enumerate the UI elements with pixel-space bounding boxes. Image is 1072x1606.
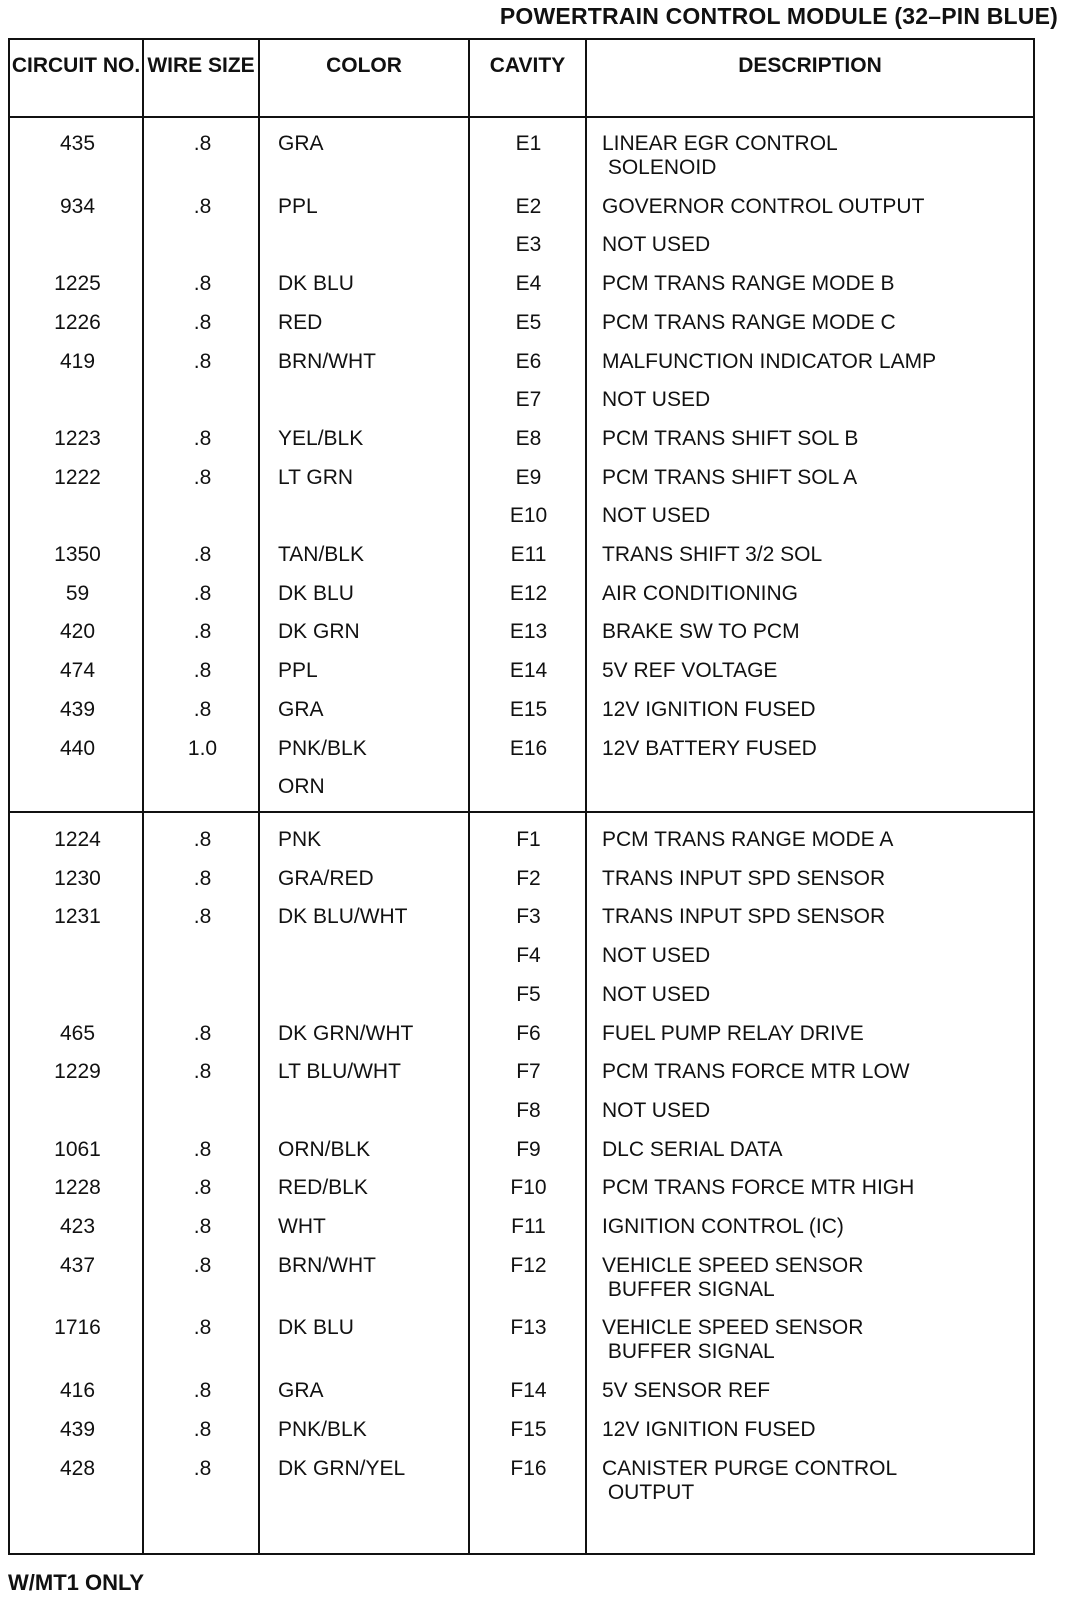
wire-size-cell: .8 [193,1417,212,1441]
circuit-cell: 435 [59,132,96,155]
wire-size-cell: .8 [193,465,212,489]
wire-size-cell: .8 [193,1021,212,1045]
color-cell: GRA [278,697,324,721]
color-cell: ORN [278,775,325,799]
description-cell: 12V IGNITION FUSED [602,1417,816,1441]
wire-size-cell: .8 [193,1253,212,1277]
wire-size-cell: .8 [193,1379,212,1403]
wire-size-cell: .8 [193,620,212,644]
cavity-cell: E10 [509,504,548,528]
description-cell: VEHICLE SPEED SENSOR BUFFER SIGNAL [602,1253,864,1301]
description-cell: IGNITION CONTROL (IC) [602,1215,844,1238]
cavity-cell: F7 [516,1060,541,1084]
circuit-cell: 1061 [54,1137,101,1161]
description-cell: 5V REF VOLTAGE [602,659,778,683]
circuit-cell: 1225 [54,272,101,296]
color-cell: WHT [278,1215,326,1238]
circuit-cell: 59 [65,581,90,605]
description-cell: NOT USED [602,233,711,257]
description-cell: VEHICLE SPEED SENSOR BUFFER SIGNAL [602,1316,864,1364]
color-cell: BRN/WHT [278,349,376,373]
wire-size-cell: .8 [193,659,212,683]
description-cell: PCM TRANS RANGE MODE C [602,310,896,334]
cavity-cell: F8 [516,1098,541,1122]
pinout-table [8,38,1035,1555]
header-cavity: CAVITY [489,54,566,77]
description-cell: PCM TRANS SHIFT SOL B [602,426,859,450]
cavity-cell: F13 [510,1316,547,1340]
header-divider [10,116,1033,118]
section-divider [10,811,1033,813]
wire-size-cell: .8 [193,905,212,929]
circuit-cell: 416 [59,1379,96,1403]
description-cell: TRANS INPUT SPD SENSOR [602,866,886,890]
circuit-cell: 1229 [54,1060,101,1084]
cavity-cell: F9 [516,1137,541,1161]
wire-size-cell: .8 [193,272,212,296]
cavity-cell: E4 [515,272,542,296]
cavity-cell: E9 [515,465,542,489]
wire-size-cell: .8 [193,543,212,566]
color-cell: DK BLU [278,581,354,605]
wire-size-cell: .8 [193,1215,212,1238]
wire-size-cell: .8 [193,349,212,373]
description-cell: PCM TRANS RANGE MODE A [602,828,894,851]
description-cell: AIR CONDITIONING [602,581,799,605]
color-cell: DK BLU [278,272,354,296]
description-cell: GOVERNOR CONTROL OUTPUT [602,194,925,218]
cavity-cell: E8 [515,426,542,450]
color-cell: DK BLU/WHT [278,905,408,929]
description-cell: LINEAR EGR CONTROL SOLENOID [602,132,838,179]
color-cell: TAN/BLK [278,543,364,566]
circuit-cell: 439 [59,697,96,721]
circuit-cell: 440 [59,736,96,760]
color-cell: GRA/RED [278,866,374,890]
description-cell: PCM TRANS RANGE MODE B [602,272,895,296]
cavity-cell: F3 [516,905,541,929]
header-description: DESCRIPTION [738,54,882,77]
cavity-cell: E16 [509,736,548,760]
color-cell: DK GRN/WHT [278,1021,414,1045]
cavity-cell: F12 [510,1253,547,1277]
cavity-cell: F5 [516,982,541,1006]
wire-size-cell: .8 [193,581,212,605]
description-cell: NOT USED [602,1098,711,1122]
color-cell: DK GRN/YEL [278,1456,406,1480]
cavity-cell: F6 [516,1021,541,1045]
description-cell: 5V SENSOR REF [602,1379,771,1403]
description-cell: PCM TRANS SHIFT SOL A [602,465,858,489]
footnote: W/MT1 ONLY [8,1570,145,1595]
description-cell: PCM TRANS FORCE MTR HIGH [602,1176,915,1200]
header-wire-size: WIRE SIZE [147,54,255,77]
color-cell: PNK/BLK [278,1417,367,1441]
cavity-cell: E5 [515,310,542,334]
cavity-cell: F15 [510,1417,547,1441]
cavity-cell: F11 [511,1215,546,1238]
circuit-cell: 420 [59,620,96,644]
circuit-cell: 1223 [54,426,101,450]
circuit-cell: 437 [59,1253,96,1277]
description-cell: 12V IGNITION FUSED [602,697,816,721]
cavity-cell: E1 [515,132,542,155]
description-cell: NOT USED [602,944,711,968]
circuit-cell: 465 [59,1021,96,1045]
cavity-cell: E14 [509,659,548,683]
wire-size-cell: .8 [193,828,212,851]
circuit-cell: 1230 [54,866,101,890]
cavity-cell: F16 [510,1456,547,1480]
wire-size-cell: .8 [193,1060,212,1084]
description-cell: TRANS INPUT SPD SENSOR [602,905,886,929]
cavity-cell: E3 [515,233,542,257]
circuit-cell: 439 [59,1417,96,1441]
color-cell: BRN/WHT [278,1253,376,1277]
wire-size-cell: .8 [193,1176,212,1200]
color-cell: PPL [278,659,318,683]
color-cell: PNK/BLK [278,736,367,760]
circuit-cell: 419 [59,349,96,373]
circuit-cell: 1716 [54,1316,101,1340]
cavity-cell: F10 [510,1176,547,1200]
cavity-cell: E7 [515,388,542,412]
description-cell: DLC SERIAL DATA [602,1137,783,1161]
circuit-cell: 474 [59,659,96,683]
cavity-cell: F4 [516,944,541,968]
color-cell: PNK [278,828,322,851]
header-color: COLOR [326,54,402,77]
description-cell: NOT USED [602,388,711,412]
description-cell: CANISTER PURGE CONTROL OUTPUT [602,1456,898,1504]
cavity-cell: E13 [509,620,548,644]
color-cell: DK BLU [278,1316,354,1340]
description-cell: PCM TRANS FORCE MTR LOW [602,1060,910,1084]
wire-size-cell: .8 [193,1137,212,1161]
cavity-cell: E2 [515,194,542,218]
description-cell: NOT USED [602,504,711,528]
color-cell: YEL/BLK [278,426,364,450]
circuit-cell: 1222 [54,465,101,489]
circuit-cell: 1231 [54,905,101,929]
wire-size-cell: .8 [193,426,212,450]
description-cell: FUEL PUMP RELAY DRIVE [602,1021,864,1045]
page-title: POWERTRAIN CONTROL MODULE (32–PIN BLUE) [499,3,1058,29]
color-cell: PPL [278,194,318,218]
wire-size-cell: .8 [193,132,212,155]
circuit-cell: 1350 [54,543,101,566]
color-cell: LT BLU/WHT [278,1060,401,1084]
wire-size-cell: .8 [193,697,212,721]
wire-size-cell: .8 [193,866,212,890]
wire-size-cell: 1.0 [187,736,218,760]
cavity-cell: E15 [509,697,548,721]
cavity-cell: E11 [510,543,547,566]
header-circuit: CIRCUIT NO. [11,54,141,77]
description-cell: NOT USED [602,982,711,1006]
color-cell: RED [278,310,323,334]
color-cell: RED/BLK [278,1176,368,1200]
description-cell: BRAKE SW TO PCM [602,620,800,644]
cavity-cell: E6 [515,349,542,373]
circuit-cell: 428 [59,1456,96,1480]
cavity-cell: E12 [509,581,548,605]
description-cell: 12V BATTERY FUSED [602,736,817,760]
wire-size-cell: .8 [193,1456,212,1480]
cavity-cell: F1 [516,828,541,851]
wire-size-cell: .8 [193,1316,212,1340]
cavity-cell: F14 [510,1379,547,1403]
description-cell: TRANS SHIFT 3/2 SOL [602,543,823,566]
circuit-cell: 1228 [54,1176,101,1200]
wire-size-cell: .8 [193,194,212,218]
circuit-cell: 1226 [54,310,101,334]
circuit-cell: 423 [59,1215,96,1238]
color-cell: DK GRN [278,620,360,644]
color-cell: GRA [278,1379,324,1403]
circuit-cell: 1224 [54,828,101,851]
color-cell: ORN/BLK [278,1137,371,1161]
cavity-cell: F2 [516,866,541,890]
wire-size-cell: .8 [193,310,212,334]
color-cell: LT GRN [278,465,354,489]
description-cell: MALFUNCTION INDICATOR LAMP [602,349,937,373]
color-cell: GRA [278,132,324,155]
circuit-cell: 934 [59,194,96,218]
